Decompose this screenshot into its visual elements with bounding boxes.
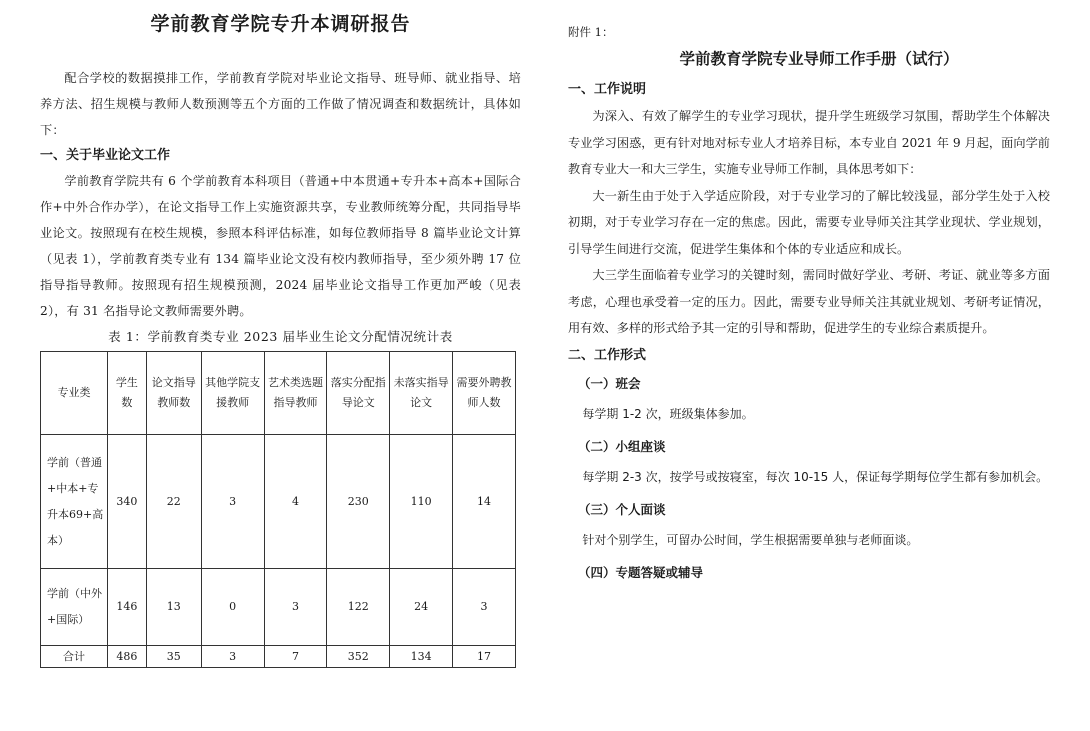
intro-paragraph: 配合学校的数据摸排工作，学前教育学院对毕业论文指导、班导师、就业指导、培养方法、招生规模与教师人数预测等五个方面的工作做了情况调查和数据统计，具体如下： — [40, 71, 521, 137]
right-page — [560, 0, 1090, 731]
table-cell: 0 — [201, 569, 264, 646]
table-cell: 学前（中外+国际） — [41, 569, 108, 646]
table-cell: 340 — [107, 435, 146, 569]
table-cell: 486 — [107, 646, 146, 668]
table-cell: 7 — [264, 646, 327, 668]
table-cell: 24 — [390, 569, 453, 646]
table-header-cell: 其他学院支援教师 — [201, 352, 264, 435]
table-row — [41, 569, 516, 646]
form-heading-class-meeting: （一）班会 — [578, 375, 641, 391]
table-cell: 合计 — [41, 646, 108, 668]
thesis-stats-table — [40, 351, 516, 668]
table-cell: 22 — [146, 435, 201, 569]
table-header-row — [41, 352, 516, 435]
table-cell: 3 — [264, 569, 327, 646]
table-header-cell: 论文指导教师数 — [146, 352, 201, 435]
table-cell: 3 — [201, 646, 264, 668]
table-header-cell: 落实分配指导论文 — [327, 352, 390, 435]
table-header-cell: 未落实指导论文 — [390, 352, 453, 435]
form-heading-qa: （四）专题答疑或辅导 — [578, 564, 704, 580]
table-cell: 17 — [453, 646, 516, 668]
table-cell: 122 — [327, 569, 390, 646]
form-heading-personal-talk: （三）个人面谈 — [578, 501, 666, 517]
section-heading-description: 一、工作说明 — [568, 82, 647, 97]
table-header-cell: 专业类 — [41, 352, 108, 435]
form-body-class-meeting: 每学期 1-2 次，班级集体参加。 — [582, 406, 754, 421]
table-header-cell: 学生数 — [107, 352, 146, 435]
section-heading-thesis: 一、关于毕业论文工作 — [40, 148, 171, 163]
description-paragraph-2: 大一新生由于处于入学适应阶段，对于专业学习的了解比较浅显，部分学生处于入校初期，对于专业学习存在一定的焦虑。因此，需要专业导师关注其学业现状、学业规划，引导学生间进行交流，促进学生集体和个体的专业适应和成长。 — [568, 188, 1050, 256]
table-cell: 35 — [146, 646, 201, 668]
form-body-personal-talk: 针对个别学生，可留办公时间，学生根据需要单独与老师面谈。 — [582, 532, 919, 547]
table-cell: 3 — [201, 435, 264, 569]
section-heading-forms: 二、工作形式 — [568, 347, 647, 363]
table-cell: 110 — [390, 435, 453, 569]
table-cell: 14 — [453, 435, 516, 569]
form-body-group-talk: 每学期 2-3 次，按学号或按寝室，每次 10-15 人，保证每学期每位学生都有参加机会。 — [582, 469, 1049, 484]
annex-label: 附件 1： — [568, 25, 614, 39]
table-cell: 230 — [327, 435, 390, 569]
form-heading-group-talk: （二）小组座谈 — [578, 438, 666, 454]
table-header-cell: 需要外聘教师人数 — [453, 352, 516, 435]
table-header-cell: 艺术类选题指导教师 — [264, 352, 327, 435]
table-cell: 学前（普通+中本+专升本69+高本） — [41, 435, 108, 569]
description-paragraph-1: 为深入、有效了解学生的专业学习现状，提升学生班级学习氛围，帮助学生个体解决专业学习困惑，更有针对地对标专业人才培养目标，本专业自 2021 年 9 月起，面向学前教育专业大一和大三学生，实施专业导师工作制，具体思考如下： — [568, 109, 1050, 176]
table-cell: 4 — [264, 435, 327, 569]
thesis-paragraph: 学前教育学院共有 6 个学前教育本科项目（普通+中本贯通+专升本+高本+国际合作+中外合作办学），在论文指导工作上实施资源共享，专业教师统筹分配，共同指导毕业论文。按照现有在校生规模，参照本科评估标准，如每位教师指导 8 篇毕业论文计算（见表 1），学前教育类专业有 134 篇毕业论文没有校内教师指导，至少须外聘 17 位指导指导教师。按照现有招生规模预测，2024 届毕业论文指导工作更加严峻（见表 2），有 31 名指导论文教师需要外聘。 — [40, 174, 521, 318]
table-total-row — [41, 646, 516, 668]
table-cell: 13 — [146, 569, 201, 646]
table-cell: 134 — [390, 646, 453, 668]
left-page — [0, 0, 535, 731]
handbook-title: 学前教育学院专业导师工作手册（试行） — [679, 50, 959, 68]
table-row — [41, 435, 516, 569]
table-cell: 3 — [453, 569, 516, 646]
table-caption: 表 1：学前教育类专业 2023 届毕业生论文分配情况统计表 — [108, 329, 453, 344]
description-paragraph-3: 大三学生面临着专业学习的关键时刻，需同时做好学业、考研、考证、就业等多方面考虑，心理也承受着一定的压力。因此，需要专业导师关注其就业规划、考研考证情况，用有效、多样的形式给予其一定的引导和帮助，促进学生的专业综合素质提升。 — [568, 268, 1050, 335]
table-cell: 146 — [107, 569, 146, 646]
table-cell: 352 — [327, 646, 390, 668]
report-title: 学前教育学院专升本调研报告 — [150, 13, 411, 35]
